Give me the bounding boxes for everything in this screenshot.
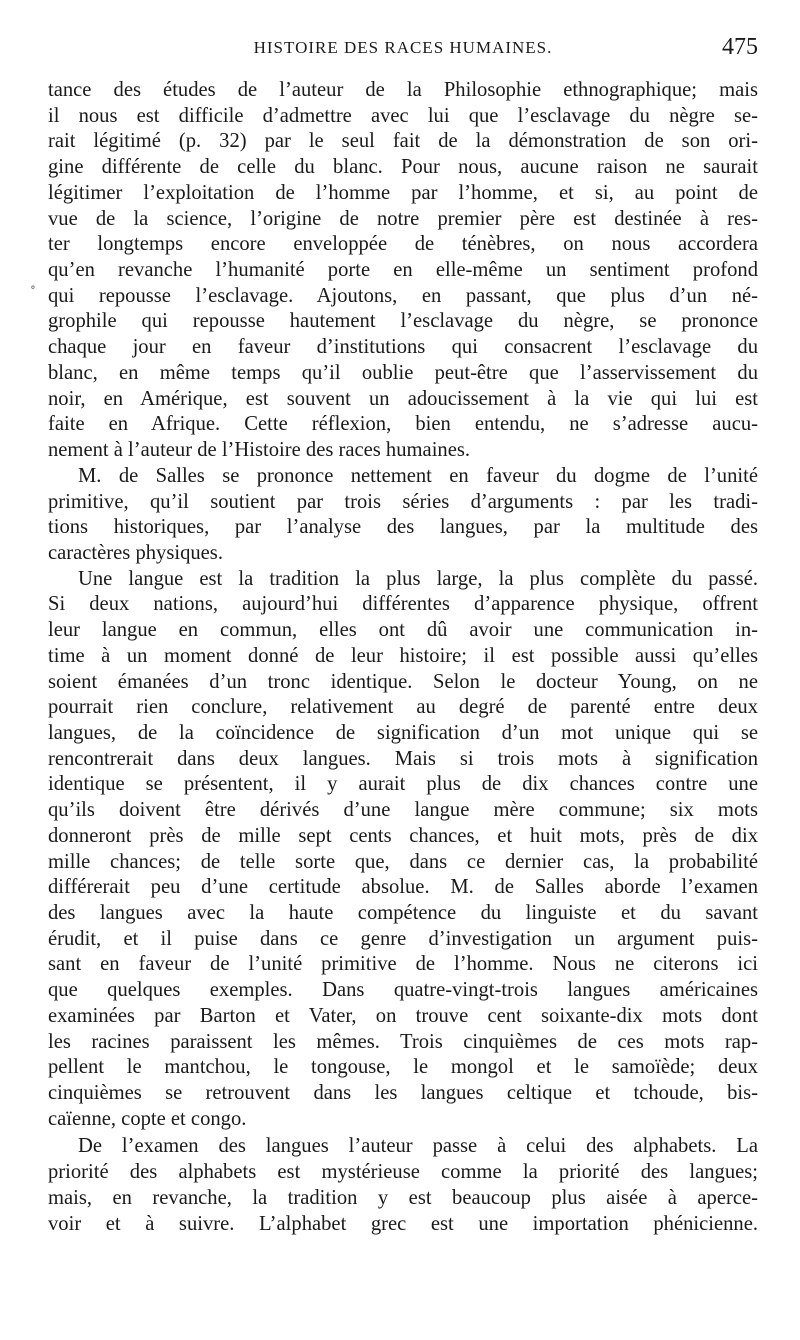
text-line: priorité des alphabets est mystérieuse comme la priorité des langues; — [48, 1161, 758, 1184]
text-line: rencontrerait dans deux langues. Mais si trois mots à signification — [48, 747, 758, 770]
text-line: soient émanées d’un tronc identique. Selon le docteur Young, on ne — [48, 670, 758, 693]
text-line: qui repousse l’esclavage. Ajoutons, en passant, que plus d’un né- — [48, 284, 758, 307]
text-line: tance des études de l’auteur de la Philosophie ethnographique; mais — [48, 79, 758, 101]
text-line: cinquièmes se retrouvent dans les langues celtique et tchoude, bis- — [48, 1082, 758, 1105]
text-line: langues, de la coïncidence de signification d’un mot unique qui se — [48, 721, 758, 744]
text-line: nement à l’auteur de l’Histoire des races humaines. — [48, 439, 471, 462]
text-line: blanc, en même temps qu’il oublie peut-être que l’asservissement du — [48, 361, 758, 384]
page-number: 475 — [722, 34, 758, 60]
text-line: voir et à suivre. L’alphabet grec est une importation phénicienne. — [48, 1212, 758, 1235]
text-line: il nous est difficile d’admettre avec lui que l’esclavage du nègre se- — [48, 104, 758, 127]
running-title: HISTOIRE DES RACES HUMAINES. — [253, 38, 553, 57]
text-line: légitimer l’exploitation de l’homme par l’homme, et si, au point de — [48, 181, 758, 204]
running-header — [48, 34, 758, 64]
margin-mark: ∘ — [30, 280, 36, 294]
text-line: pellent le mantchou, le tongouse, le mongol et le samoïède; deux — [48, 1056, 758, 1079]
text-line: ter longtemps encore enveloppée de ténèbres, on nous accordera — [48, 233, 758, 256]
text-line: mille chances; de telle sorte que, dans ce dernier cas, la probabilité — [48, 850, 758, 873]
text-line: chaque jour en faveur d’institutions qui consacrent l’esclavage du — [48, 336, 758, 359]
text-line: caractères physiques. — [48, 541, 223, 564]
text-line: sant en faveur de l’unité primitive de l’homme. Nous ne citerons ici — [48, 953, 758, 976]
text-line: grophile qui repousse hautement l’esclavage du nègre, se prononce — [48, 310, 758, 333]
text-line: qu’ils doivent être dérivés d’une langue mère commune; six mots — [48, 799, 758, 822]
text-line: Si deux nations, aujourd’hui différentes d’apparence physique, offrent — [48, 593, 758, 616]
text-line: De l’examen des langues l’auteur passe à celui des alphabets. La — [78, 1135, 758, 1158]
body-text — [48, 78, 758, 1237]
text-line: gine différente de celle du blanc. Pour nous, aucune raison ne saurait — [48, 156, 758, 179]
text-line: caïenne, copte et congo. — [48, 1107, 247, 1130]
text-line: érudit, et il puise dans ce genre d’investigation un argument puis- — [48, 927, 758, 950]
text-line: noir, en Amérique, est souvent un adoucissement à la vie qui lui est — [48, 387, 758, 410]
text-line: M. de Salles se prononce nettement en faveur du dogme de l’unité — [78, 464, 758, 487]
text-line: vue de la science, l’origine de notre premier père est destinée à res- — [48, 207, 758, 230]
text-line: examinées par Barton et Vater, on trouve cent soixante-dix mots dont — [48, 1004, 758, 1027]
text-line: que quelques exemples. Dans quatre-vingt-trois langues américaines — [48, 979, 758, 1002]
text-line: rait légitimé (p. 32) par le seul fait de la démonstration de son ori- — [48, 130, 758, 153]
text-line: tions historiques, par l’analyse des langues, par la multitude des — [48, 516, 758, 539]
text-line: identique se présentent, il y aurait plus de dix chances contre une — [48, 773, 758, 796]
text-line: donneront près de mille sept cents chances, et huit mots, près de dix — [48, 824, 758, 847]
text-line: des langues avec la haute compétence du linguiste et du savant — [48, 902, 758, 924]
text-line: leur langue en commun, elles ont dû avoir une communication in- — [48, 619, 758, 642]
text-line: Une langue est la tradition la plus large, la plus complète du passé. — [78, 567, 758, 590]
text-line: faite en Afrique. Cette réflexion, bien entendu, ne s’adresse aucu- — [48, 413, 758, 436]
text-line: mais, en revanche, la tradition y est beaucoup plus aisée à aperce- — [48, 1186, 758, 1209]
text-line: les racines paraissent les mêmes. Trois cinquièmes de ces mots rap- — [48, 1030, 758, 1053]
text-line: différerait peu d’une certitude absolue. M. de Salles aborde l’examen — [48, 876, 758, 899]
text-line: qu’en revanche l’humanité porte en elle-même un sentiment profond — [48, 259, 758, 282]
text-line: primitive, qu’il soutient par trois séries d’arguments : par les tradi- — [48, 490, 758, 513]
text-line: pourrait rien conclure, relativement au degré de parenté entre deux — [48, 696, 758, 719]
text-line: time à un moment donné de leur histoire; il est possible aussi qu’elles — [48, 644, 758, 667]
